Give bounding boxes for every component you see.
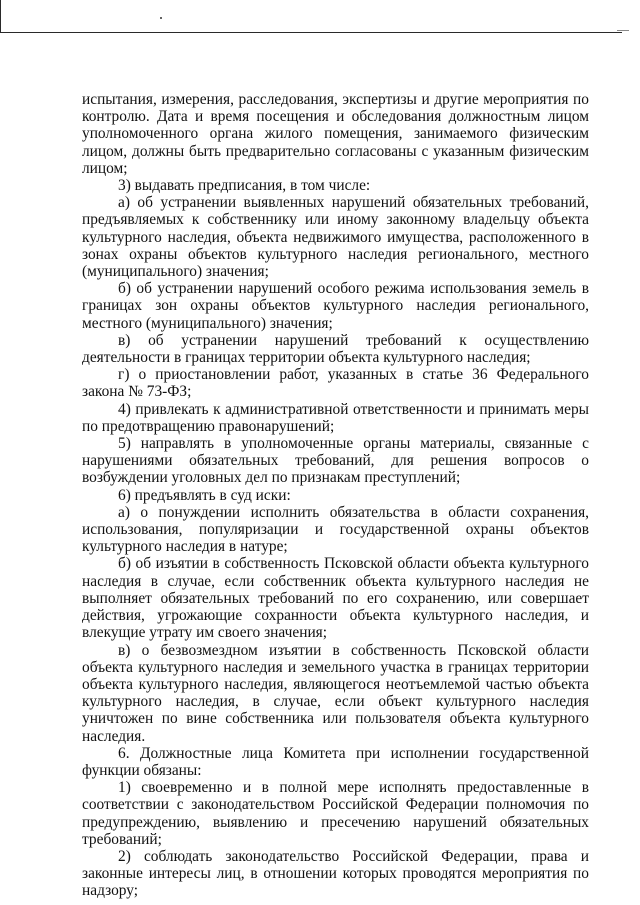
page-top-edge-line	[0, 32, 622, 33]
paragraph-10: а) о понуждении исполнить обязательства в области сохранения, использования, популяризации и государственной охраны объектов культурного наследия в натуре;	[82, 503, 589, 556]
paragraph-8: 5) направлять в уполномоченные органы материалы, связанные с нарушениями обязательных требований, для решения вопросов о возбуждении уголовных дел по признакам преступлений;	[82, 435, 589, 487]
paragraph-14: 1) своевременно и в полной мере исполнять предоставленные в соответствии с законодательством Российской Федерации полномочия по предупреждению, выявлению и пресечению нарушений обязательных требований;	[82, 779, 589, 848]
scan-speck	[160, 17, 162, 19]
paragraph-1: испытания, измерения, расследования, экспертизы и другие мероприятия по контролю. Дата и время посещения и обследования должностным лицом уполномоченного органа жилого помещения, занимаемого физическим лицом, должны быть предварительно согласованы с указанным физическим лицом;	[82, 91, 589, 177]
scan-page-edge	[0, 0, 640, 36]
paragraph-12: в) о безвозмездном изъятии в собственность Псковской области объекта культурного наследия и земельного участка в границах территории объекта культурного наследия, являющегося неотъемлемой частью объекта культурного наследия, в случае, если объект культурного наследия уничтожен по вине собственника или пользователя объекта культурного наследия.	[82, 641, 589, 745]
paragraph-9: 6) предъявлять в суд иски:	[118, 486, 291, 504]
scan-mark	[617, 30, 629, 31]
page-left-edge-line	[0, 0, 1, 33]
paragraph-3: а) об устранении выявленных нарушений обязательных требований, предъявляемых к собственнику или иному законному владельцу объекта культурного наследия, объекта недвижимого имущества, расположенного в зонах охраны объектов культурного наследия регионального, местного (муниципального) значения;	[82, 194, 589, 281]
paragraph-11: б) об изъятии в собственность Псковской области объекта культурного наследия в случае, если собственник объекта культурного наследия не выполняет обязательных требований по его сохранению, или совершает действия, угрожающие сохранности объекта культурного наследия, и влекущие утрату им своего значения;	[82, 555, 589, 642]
paragraph-15: 2) соблюдать законодательство Российской Федерации, права и законные интересы лиц, в отношении которых проводятся мероприятия по надзору;	[82, 847, 589, 900]
paragraph-2: 3) выдавать предписания, в том числе:	[118, 177, 371, 195]
paragraph-6: г) о приостановлении работ, указанных в статье 36 Федерального закона № 73-ФЗ;	[82, 366, 589, 401]
paragraph-4: б) об устранении нарушений особого режима использования земель в границах зон охраны объектов культурного наследия регионального, местного (муниципального) значения;	[82, 280, 589, 332]
paragraph-7: 4) привлекать к административной ответственности и принимать меры по предотвращению правонарушений;	[82, 400, 589, 435]
paragraph-13: 6. Должностные лица Комитета при исполнении государственной функции обязаны:	[82, 744, 589, 779]
paragraph-5: в) об устранении нарушений требований к осуществлению деятельности в границах территории объекта культурного наследия;	[82, 331, 589, 367]
document-body	[82, 91, 589, 900]
